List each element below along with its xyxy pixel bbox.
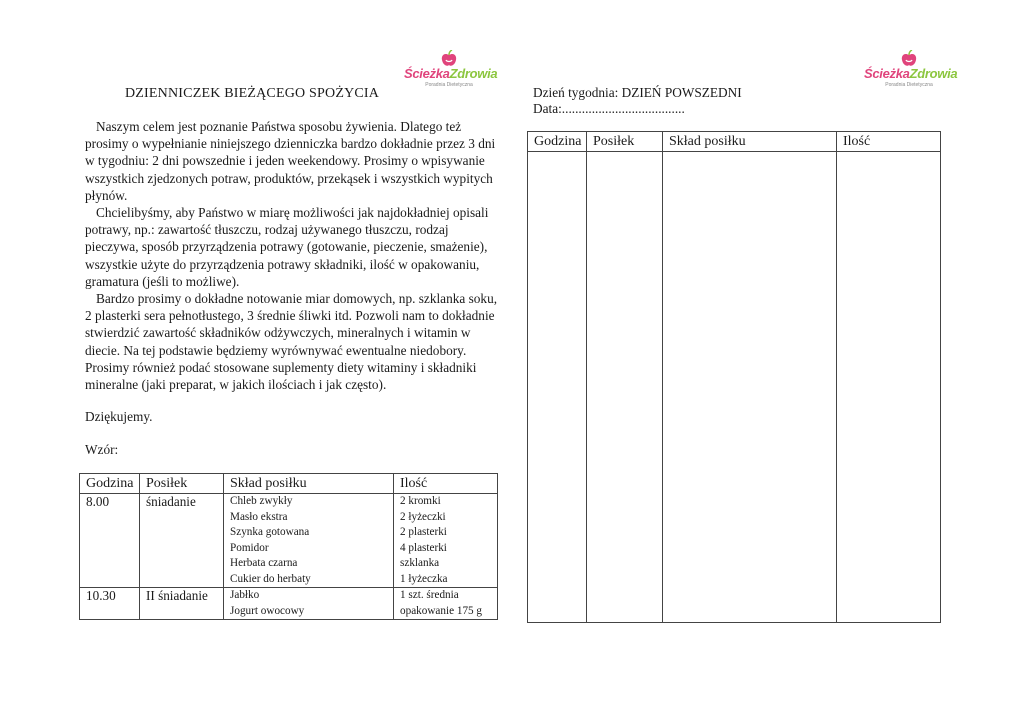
cell-amount <box>394 588 498 620</box>
header-meal: Posiłek <box>587 132 663 152</box>
item-line: Cukier do herbaty <box>230 572 311 585</box>
item-line: Pomidor <box>230 541 269 554</box>
logo-left <box>404 50 498 90</box>
cell-time: 8.00 <box>80 494 140 588</box>
diary-table <box>527 131 941 623</box>
instruction-paragraph: Chcielibyśmy, aby Państwo w miarę możliwości jak najdokładniej opisali potrawy, np.: zawartość tłuszczu, rodzaj używanego tłuszczu, rodzaj pieczywa, sposób przyrządzenia potrawy (gotowanie, pieczenie, smażenie), wszystkie użyte do przyrządzenia potrawy składniki, ilość w opakowaniu, gramatura (jeśli to możliwe). <box>85 205 489 289</box>
empty-cell-time[interactable] <box>528 152 587 623</box>
cell-meal: śniadanie <box>140 494 224 588</box>
instruction-paragraph: Naszym celem jest poznanie Państwa sposobu żywienia. Dlatego też prosimy o wypełnianie niniejszego dzienniczka bardzo dokładnie przez 3 dni w tygodniu: 2 dni powszednie i jeden weekendowy. Prosimy o wpisywanie wszystkich zjedzonych potraw, produktów, przekąsek i wszystkich wypitych płynów. <box>85 119 496 203</box>
cell-composition <box>224 588 394 620</box>
thanks-text: Dziękujemy. <box>85 409 153 424</box>
instruction-paragraph: Bardzo prosimy o dokładne notowanie miar domowych, np. szklanka soku, 2 plasterki sera pełnotłustego, 3 średnie śliwki itd. Pozwoli nam to dokładnie stwierdzić zawartość składników odżywczych, mineralnych i witamin w diecie. Na tej podstawie będziemy wyrównywać ewentualne niedobory. Prosimy również podać stosowane suplementy diety witaminy i składniki mineralne (jaki preparat, w jakich ilościach i jak często). <box>85 291 498 393</box>
cell-composition <box>224 494 394 588</box>
amount-line: 1 szt. średnia <box>400 589 459 601</box>
amount-line: 2 łyżeczki <box>400 510 446 523</box>
brand-name: ŚcieżkaZdrowia <box>864 66 958 81</box>
item-line: Chleb zwykły <box>230 495 293 507</box>
empty-cell-composition[interactable] <box>663 152 837 623</box>
cell-amount <box>394 494 498 588</box>
header-time: Godzina <box>528 132 587 152</box>
amount-line: szklanka <box>400 557 440 569</box>
table-header-row <box>80 474 498 494</box>
instructions <box>85 118 505 393</box>
header-composition: Skład posiłku <box>224 474 394 494</box>
amount-line: 1 łyżeczka <box>400 572 448 585</box>
date-line: Data:..................................... <box>533 101 685 116</box>
brand-name: ŚcieżkaZdrowia <box>404 66 498 81</box>
table-row <box>80 494 498 588</box>
header-composition: Skład posiłku <box>663 132 837 152</box>
empty-cell-meal[interactable] <box>587 152 663 623</box>
header-amount: Ilość <box>837 132 941 152</box>
item-line: Herbata czarna <box>230 557 298 569</box>
header-time: Godzina <box>80 474 140 494</box>
logo-right <box>864 50 958 90</box>
brand-tagline: Poradnia Dietetyczna <box>885 82 933 88</box>
table-header-row <box>528 132 941 152</box>
amount-line: 2 kromki <box>400 495 441 507</box>
table-row <box>528 152 941 623</box>
empty-cell-amount[interactable] <box>837 152 941 623</box>
item-line: Masło ekstra <box>230 510 288 523</box>
item-line: Szynka gotowana <box>230 526 310 538</box>
amount-line: 4 plasterki <box>400 541 447 554</box>
amount-line: 2 plasterki <box>400 526 447 538</box>
header-meal: Posiłek <box>140 474 224 494</box>
item-line: Jabłko <box>230 589 260 601</box>
brand-tagline: Poradnia Dietetyczna <box>425 82 473 88</box>
table-row <box>80 588 498 620</box>
cell-meal: II śniadanie <box>140 588 224 620</box>
header-amount: Ilość <box>394 474 498 494</box>
cell-time: 10.30 <box>80 588 140 620</box>
item-line: Jogurt owocowy <box>230 604 305 617</box>
day-of-week: Dzień tygodnia: DZIEŃ POWSZEDNI <box>533 85 742 100</box>
example-table <box>79 473 498 620</box>
day-info <box>533 85 742 117</box>
example-label: Wzór: <box>85 442 119 457</box>
amount-line: opakowanie 175 g <box>400 604 483 617</box>
page-title: DZIENNICZEK BIEŻĄCEGO SPOŻYCIA <box>125 86 380 101</box>
